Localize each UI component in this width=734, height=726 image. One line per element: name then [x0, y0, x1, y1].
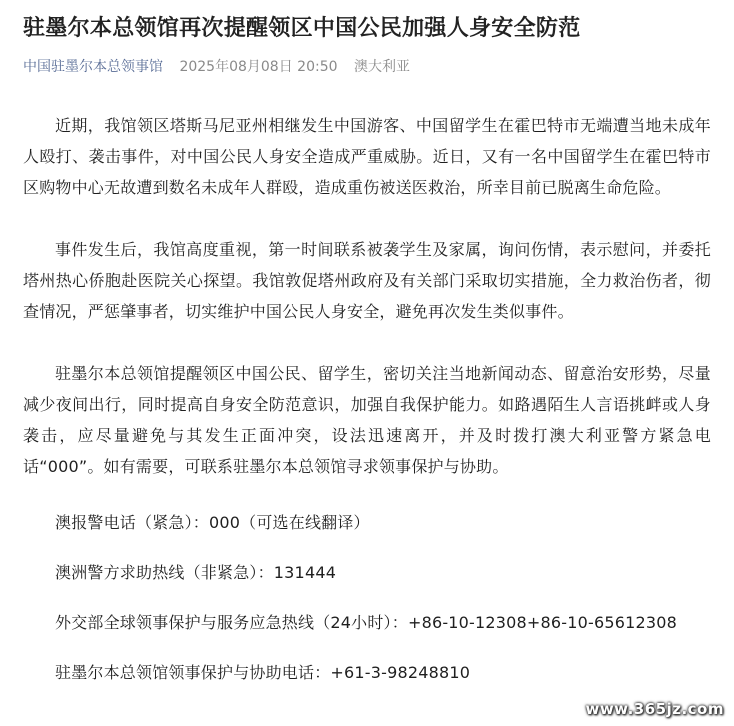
contact-mfa-hotline: 外交部全球领事保护与服务应急热线（24小时）：+86-10-12308+86-10-65612308 — [55, 613, 678, 632]
article-title: 驻墨尔本总领馆再次提醒领区中国公民加强人身安全防范 — [23, 16, 581, 41]
contact-list — [23, 507, 711, 688]
publish-datetime: 2025年08月08日 20:50 — [179, 59, 338, 75]
paragraph-incident: 近期，我馆领区塔斯马尼亚州相继发生中国游客、中国留学生在霍巴特市无端遭当地未成年人殴打、袭击事件，对中国公民人身安全造成严重威胁。近日，又有一名中国留学生在霍巴特市区购物中心无故遭到数名未成年人群殴，造成重伤被送医救治，所幸目前已脱离生命危险。 — [23, 116, 711, 197]
site-watermark: www.365jz.com — [585, 700, 724, 718]
publish-location: 澳大利亚 — [353, 59, 410, 75]
paragraph-response: 事件发生后，我馆高度重视，第一时间联系被袭学生及家属，询问伤情，表示慰问，并委托塔州热心侨胞赴医院关心探望。我馆敦促塔州政府及有关部门采取切实措施，全力救治伤者，彻查情况，严惩肇事者，切实维护中国公民人身安全，避免再次发生类似事件。 — [23, 240, 711, 321]
account-name-link[interactable]: 中国驻墨尔本总领事馆 — [23, 59, 163, 75]
article-body — [23, 110, 711, 482]
contact-emergency-police: 澳报警电话（紧急）：000（可选在线翻译） — [55, 513, 370, 532]
paragraph-advice: 驻墨尔本总领馆提醒领区中国公民、留学生，密切关注当地新闻动态、留意治安形势，尽量减少夜间出行，同时提高自身安全防范意识，加强自我保护能力。如路遇陌生人言语挑衅或人身袭击，应尽量避免与其发生正面冲突，设法迅速离开，并及时拨打澳大利亚警方紧急电话“000”。如有需要，可联系驻墨尔本总领馆寻求领事保护与协助。 — [23, 364, 711, 476]
article-meta — [23, 57, 422, 77]
contact-police-hotline: 澳洲警方求助热线（非紧急）：131444 — [55, 563, 337, 582]
contact-consulate-phone: 驻墨尔本总领馆领事保护与协助电话：+61-3-98248810 — [55, 663, 471, 682]
